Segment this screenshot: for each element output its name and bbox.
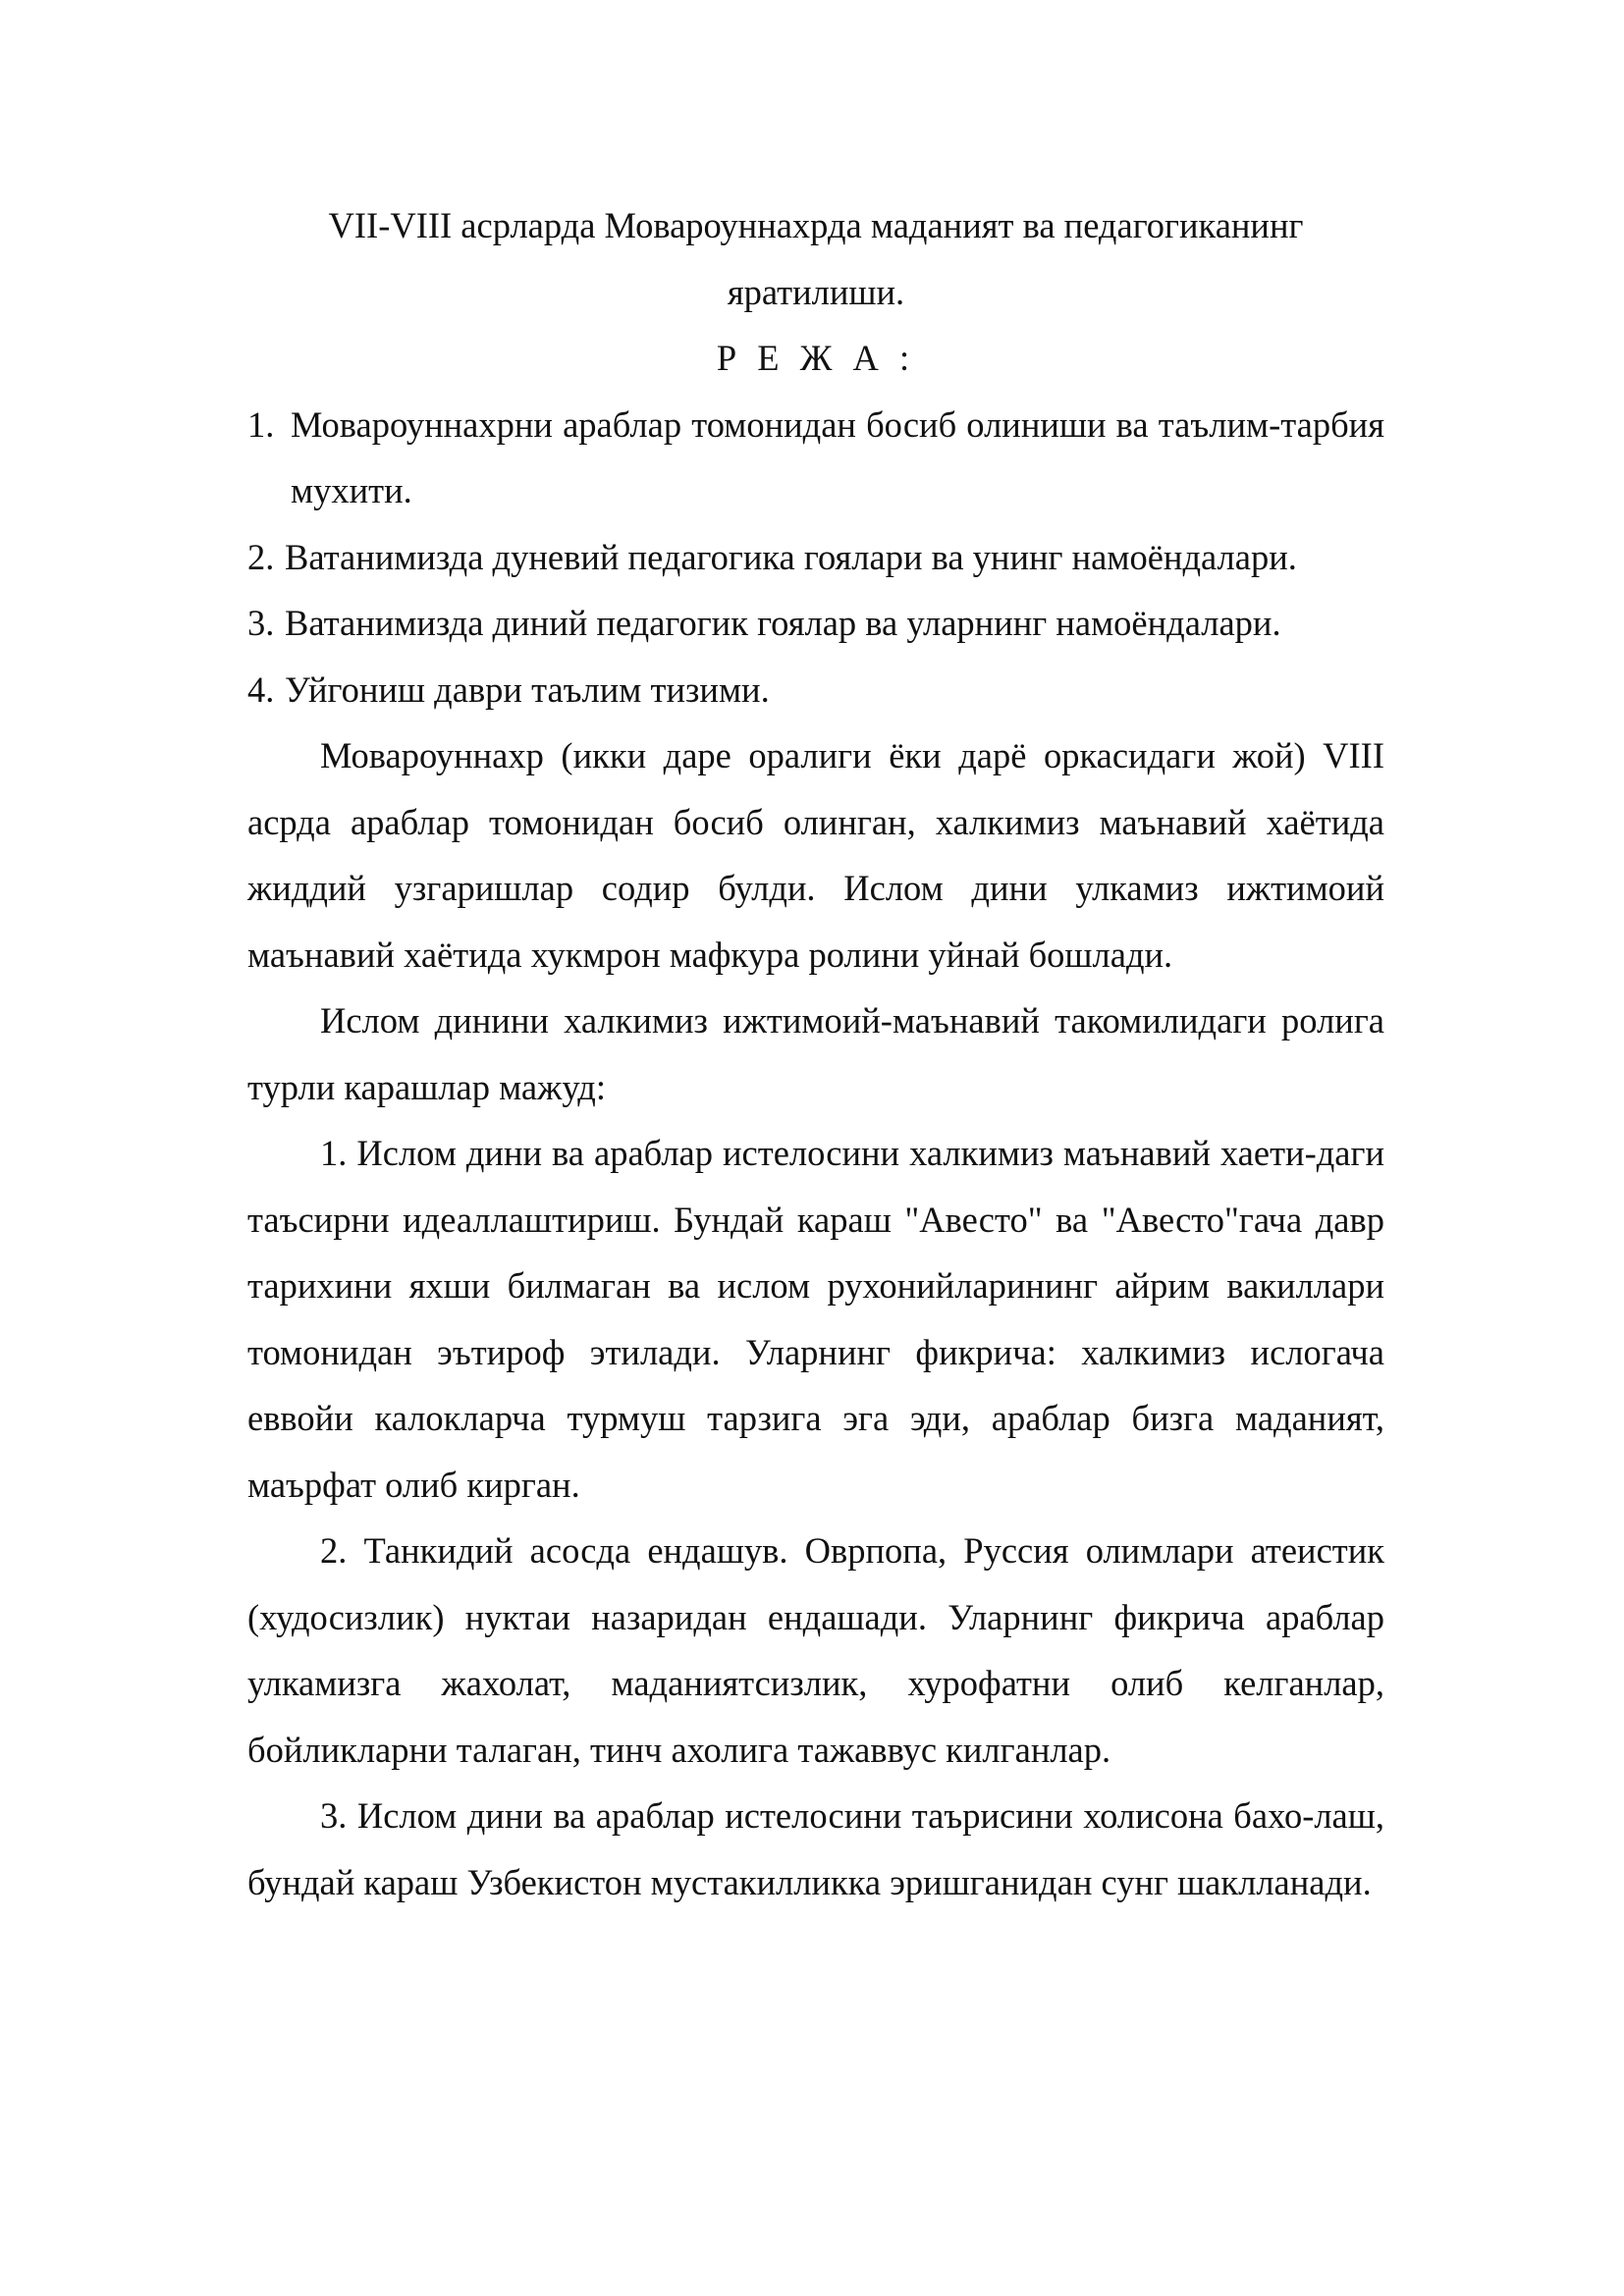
document-title-line-2: яратилиши. [727,271,905,312]
plan-item-text: Уйгониш даври таълим тизими. [285,668,770,710]
plan-item-number: 1. [247,403,275,445]
body-paragraph: Ислом динини халкимиз ижтимоий-маънавий такомилидаги ролига турли карашлар мажуд: [247,1000,1384,1107]
document-title-line-1: VII-VIII асрларда Мовароуннахрда маданият ва педагогиканинг [328,205,1304,245]
plan-item-text: Мовароуннахрни араблар томонидан босиб олиниши ва таълим-тарбия мухити. [291,403,1384,510]
document-page [247,192,1384,1915]
body-paragraph: 2. Танкидий асосда ендашув. Оврпопа, Руссия олимлари атеистик (худосизлик) нуктаи назаридан ендашади. Уларнинг фикрича араблар улкамизга жахолат, маданиятсизлик, хурофатни олиб келганлар, бойликларни талаган, тинч ахолига тажаввус килганлар. [247,1530,1384,1770]
plan-item [247,590,1384,657]
body-paragraph: 3. Ислом дини ва араблар истелосини таърисини холисона бахо-лаш, бундай караш Узбекистон мустакилликка эришганидан сунг шаклланади. [247,1795,1384,1902]
plan-item [247,657,1384,723]
plan-list [247,392,1384,723]
plan-item-number: 3. [247,603,275,643]
plan-item-number: 2. [247,536,275,577]
plan-item [247,392,1384,524]
body-paragraph: Мовароуннахр (икки даре оралиги ёки дарё оркасидаги жой) VIII асрда араблар томонидан босиб олинган, халкимиз маънавий хаётида жиддий узгаришлар содир булди. Ислом дини улкамиз ижтимоий маънавий хаётида хукмрон мафкура ролини уйнай бошлади. [247,735,1384,975]
plan-item-number: 4. [247,668,275,710]
plan-item-text: Ватанимизда дуневий педагогика гоялари ва унинг намоёндалари. [285,536,1297,577]
plan-heading: Р Е Ж А : [716,338,916,378]
plan-item-text: Ватанимизда диний педагогик гоялар ва уларнинг намоёндалари. [285,603,1281,643]
body-paragraph: 1. Ислом дини ва араблар истелосини халкимиз маънавий хаети-даги таъсирни идеаллаштириш. Бундай караш "Авесто" ва "Авесто"гача давр тарихини яхши билмаган ва ислом рухонийларининг айрим вакиллари томонидан эътироф этилади. Уларнинг фикрича: халкимиз ислогача еввойи калокларча турмуш тарзига эга эди, араблар бизга маданият, маърфат олиб кирган. [247,1133,1384,1505]
plan-item [247,524,1384,591]
